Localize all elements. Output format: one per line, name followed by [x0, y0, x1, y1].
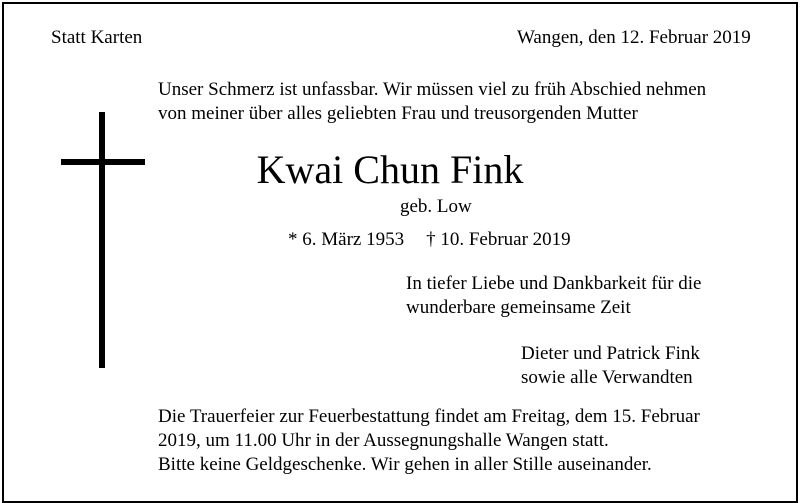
life-dates [288, 228, 571, 252]
mourners-text [521, 342, 700, 390]
dedication-line-1: In tiefer Liebe und Dankbarkeit für die [406, 273, 702, 294]
deceased-name: Kwai Chun Fink [256, 147, 524, 192]
dedication-line-2: wunderbare gemeinsame Zeit [406, 297, 631, 318]
dedication-text [406, 272, 701, 320]
mourners-line-1: Dieter und Patrick Fink [521, 343, 700, 364]
death-date: † 10. Februar 2019 [426, 229, 571, 250]
funeral-line-1: Die Trauerfeier zur Feuerbestattung findet am Freitag, dem 15. Februar [158, 406, 700, 427]
birth-date: * 6. März 1953 [288, 229, 405, 250]
funeral-line-3: Bitte keine Geldgeschenke. Wir gehen in aller Stille auseinander. [158, 454, 652, 475]
intro-line-2: von meiner über alles geliebten Frau und treusorgenden Mutter [158, 103, 638, 124]
intro-text [158, 78, 706, 126]
maiden-name: geb. Low [400, 196, 472, 217]
funeral-notice [158, 405, 700, 477]
intro-line-1: Unser Schmerz ist unfassbar. Wir müssen viel zu früh Abschied nehmen [158, 79, 707, 100]
mourners-line-2: sowie alle Verwandten [521, 367, 693, 388]
funeral-line-2: 2019, um 11.00 Uhr in der Aussegnungshalle Wangen statt. [158, 430, 609, 451]
header-place-date: Wangen, den 12. Februar 2019 [517, 27, 751, 48]
header-statt-karten: Statt Karten [51, 27, 143, 48]
